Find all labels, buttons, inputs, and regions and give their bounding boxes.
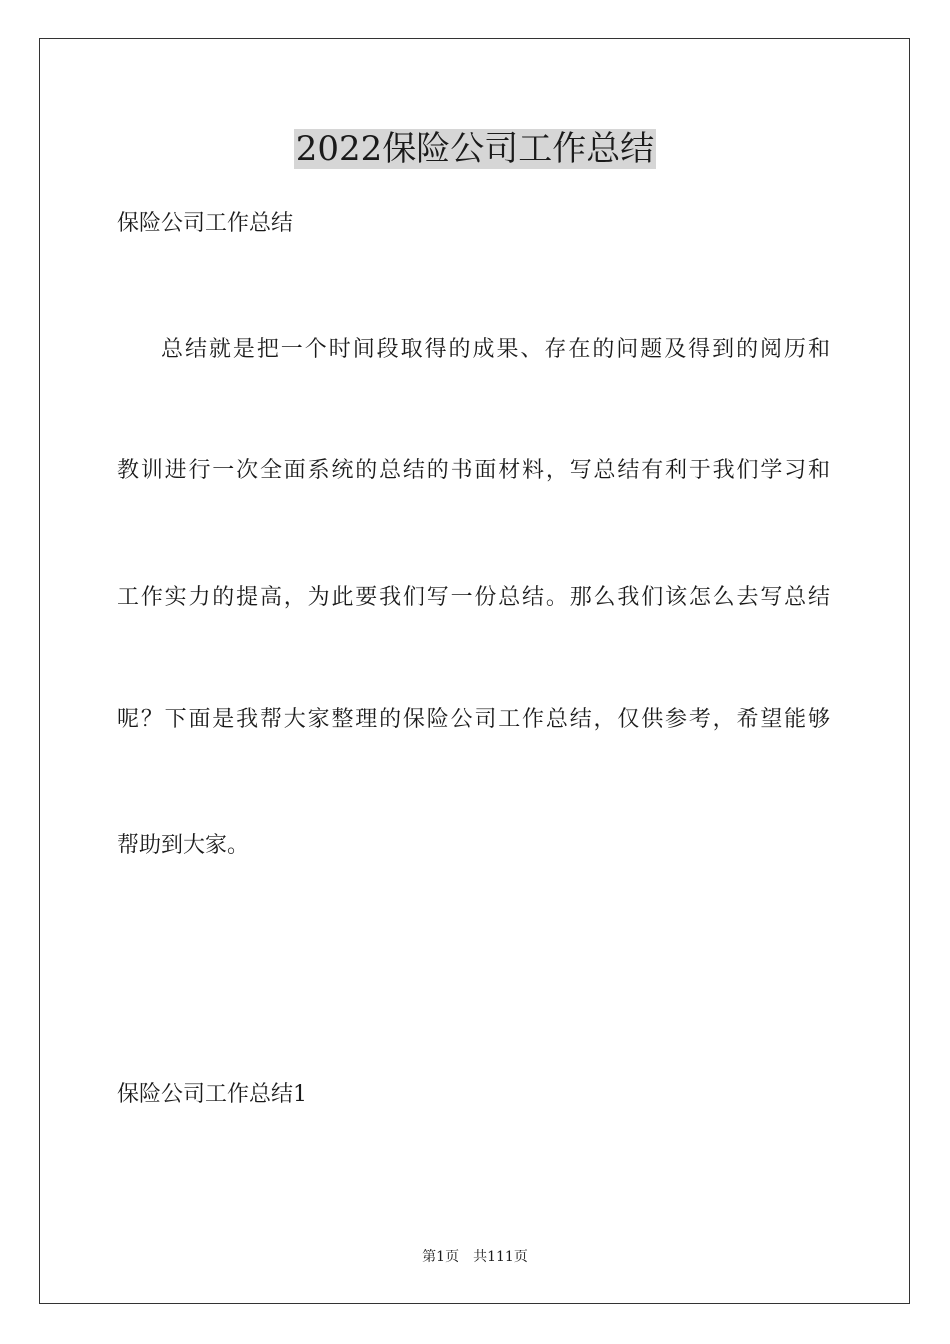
document-title xyxy=(0,126,950,172)
intro-line-1: 总结就是把一个时间段取得的成果、存在的问题及得到的阅历和 xyxy=(161,337,830,362)
page-number: 第1页 xyxy=(422,1249,460,1265)
page-total: 共111页 xyxy=(473,1249,528,1265)
section-heading: 保险公司工作总结1 xyxy=(117,1082,307,1107)
intro-line-2: 教训进行一次全面系统的总结的书面材料，写总结有利于我们学习和 xyxy=(117,458,830,483)
intro-line-3: 工作实力的提高，为此要我们写一份总结。那么我们该怎么去写总结 xyxy=(117,585,830,610)
intro-line-5: 帮助到大家。 xyxy=(117,833,250,858)
document-title-text: 2022保险公司工作总结 xyxy=(295,129,655,169)
document-subtitle: 保险公司工作总结 xyxy=(117,211,294,236)
intro-line-4: 呢？下面是我帮大家整理的保险公司工作总结，仅供参考，希望能够 xyxy=(117,707,830,732)
page-footer xyxy=(0,1247,950,1267)
